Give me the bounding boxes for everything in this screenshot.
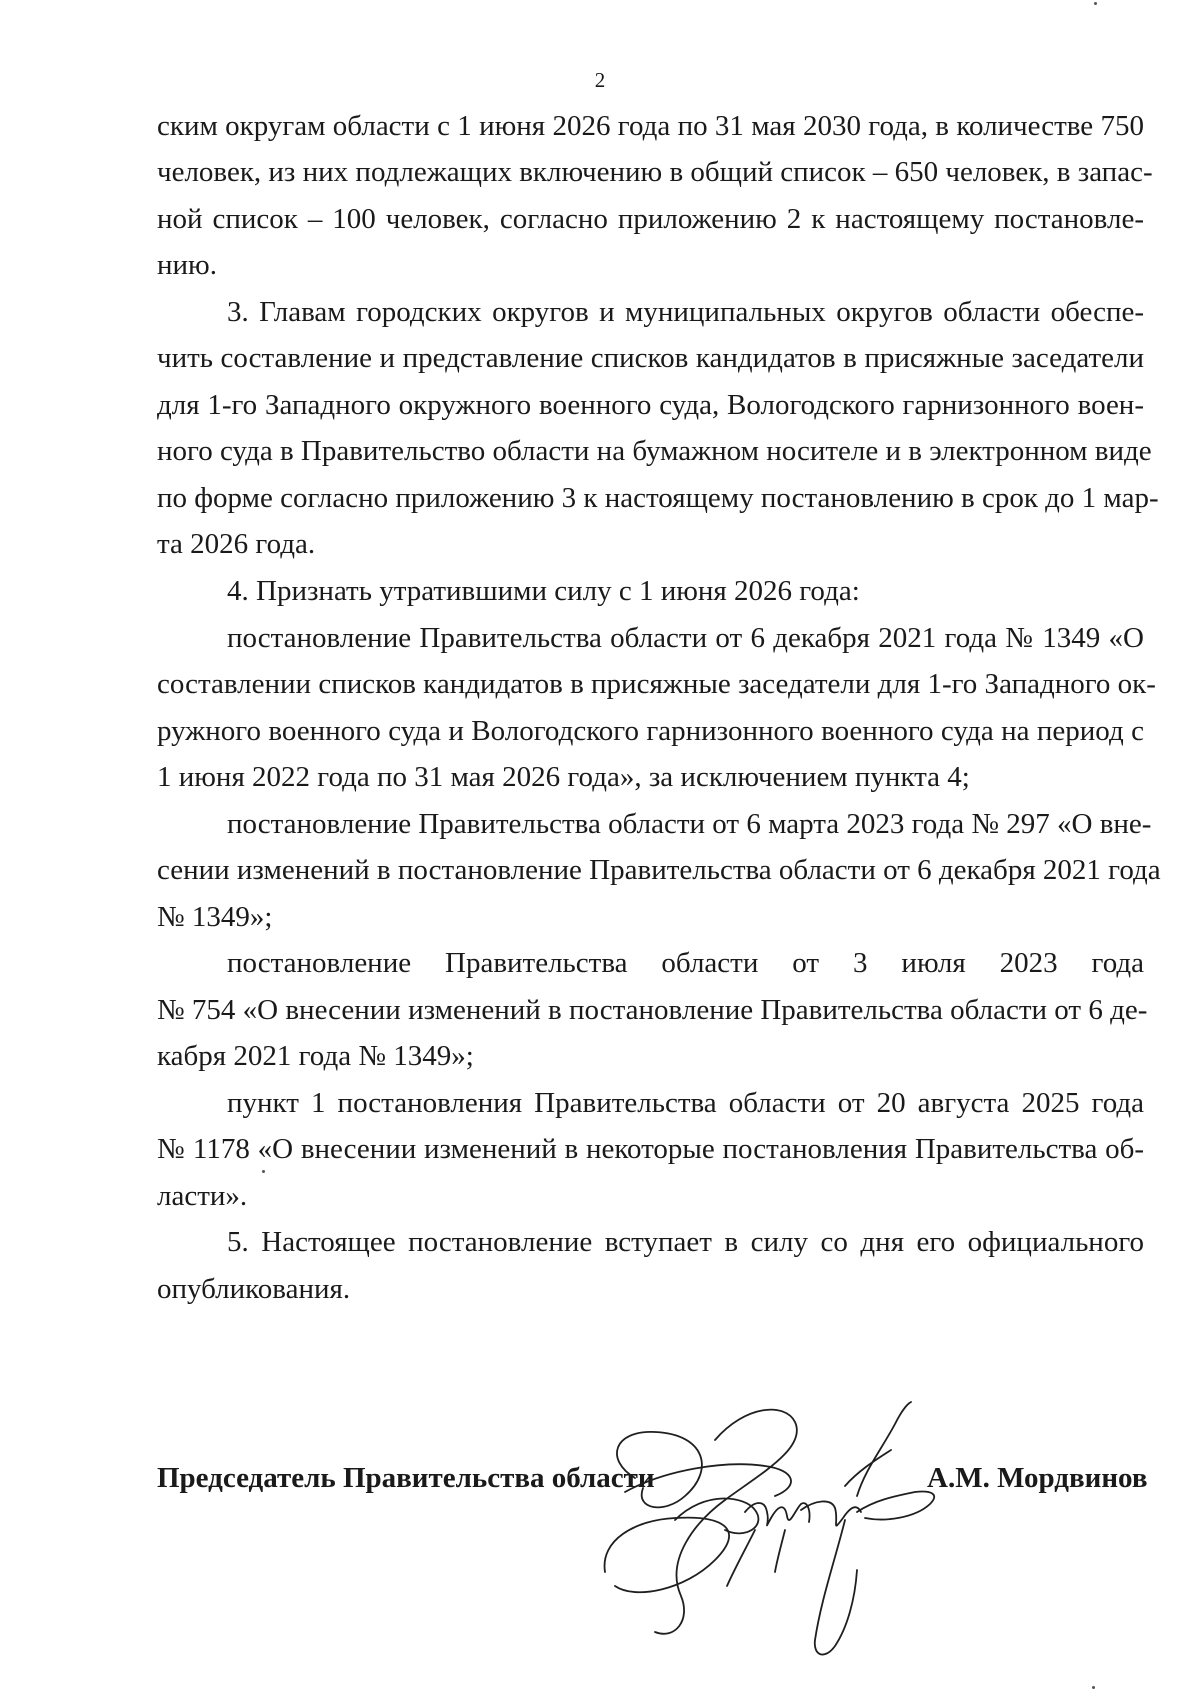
text-line: та 2026 года. [157,528,316,560]
text-line: чить составление и представление списков кандидатов в присяжные заседатели [157,342,1144,374]
text-line: постановление Правительства области от 6 марта 2023 года № 297 «О вне- [227,808,1152,840]
scan-speck [262,1170,265,1173]
paragraph-5-first-line: 5. Настоящее постановление вступает в силу со дня его официального [227,1226,1144,1258]
text-line: по форме согласно приложению 3 к настоящему постановлению в срок до 1 мар- [157,482,1159,514]
text-line: составлении списков кандидатов в присяжные заседатели для 1-го Западного ок- [157,668,1156,700]
text-line: 1 июня 2022 года по 31 мая 2026 года», за исключением пункта 4; [157,761,970,793]
text-line: пункт 1 постановления Правительства области от 20 августа 2025 года [227,1087,1144,1119]
text-line: ским округам области с 1 июня 2026 года по 31 мая 2030 года, в количестве 750 [157,110,1144,142]
signatory-title: Председатель Правительства области [157,1462,655,1494]
text-line: № 1178 «О внесении изменений в некоторые постановления Правительства об- [157,1133,1144,1165]
text-line: № 754 «О внесении изменений в постановление Правительства области от 6 де- [157,994,1148,1026]
text-line: ласти». [157,1180,248,1212]
text-line: человек, из них подлежащих включению в общий список – 650 человек, в запас- [157,156,1153,188]
text-line: нию. [157,249,217,281]
scan-speck [1094,2,1097,5]
text-line: кабря 2021 года № 1349»; [157,1040,474,1072]
handwritten-signature [595,1400,965,1680]
scan-speck [1092,1686,1095,1689]
text-line: ружного военного суда и Вологодского гарнизонного военного суда на период с [157,715,1144,747]
paragraph-4-first-line: 4. Признать утратившими силу с 1 июня 2026 года: [227,575,860,607]
text-line: ной список – 100 человек, согласно приложению 2 к настоящему постановле- [157,203,1144,235]
page-number: 2 [594,68,606,92]
signatory-name: А.М. Мордвинов [927,1462,1148,1494]
text-line: постановление Правительства области от 6 декабря 2021 года № 1349 «О [227,622,1144,654]
text-line: для 1-го Западного окружного военного суда, Вологодского гарнизонного воен- [157,389,1144,421]
text-line: № 1349»; [157,901,273,933]
text-line: ного суда в Правительство области на бумажном носителе и в электронном виде [157,435,1152,467]
paragraph-3-first-line: 3. Главам городских округов и муниципальных округов области обеспе- [227,296,1144,328]
text-line: сении изменений в постановление Правительства области от 6 декабря 2021 года [157,854,1161,886]
text-line: опубликования. [157,1273,351,1305]
text-line: постановление Правительства области от 3 июля 2023 года [227,947,1144,979]
